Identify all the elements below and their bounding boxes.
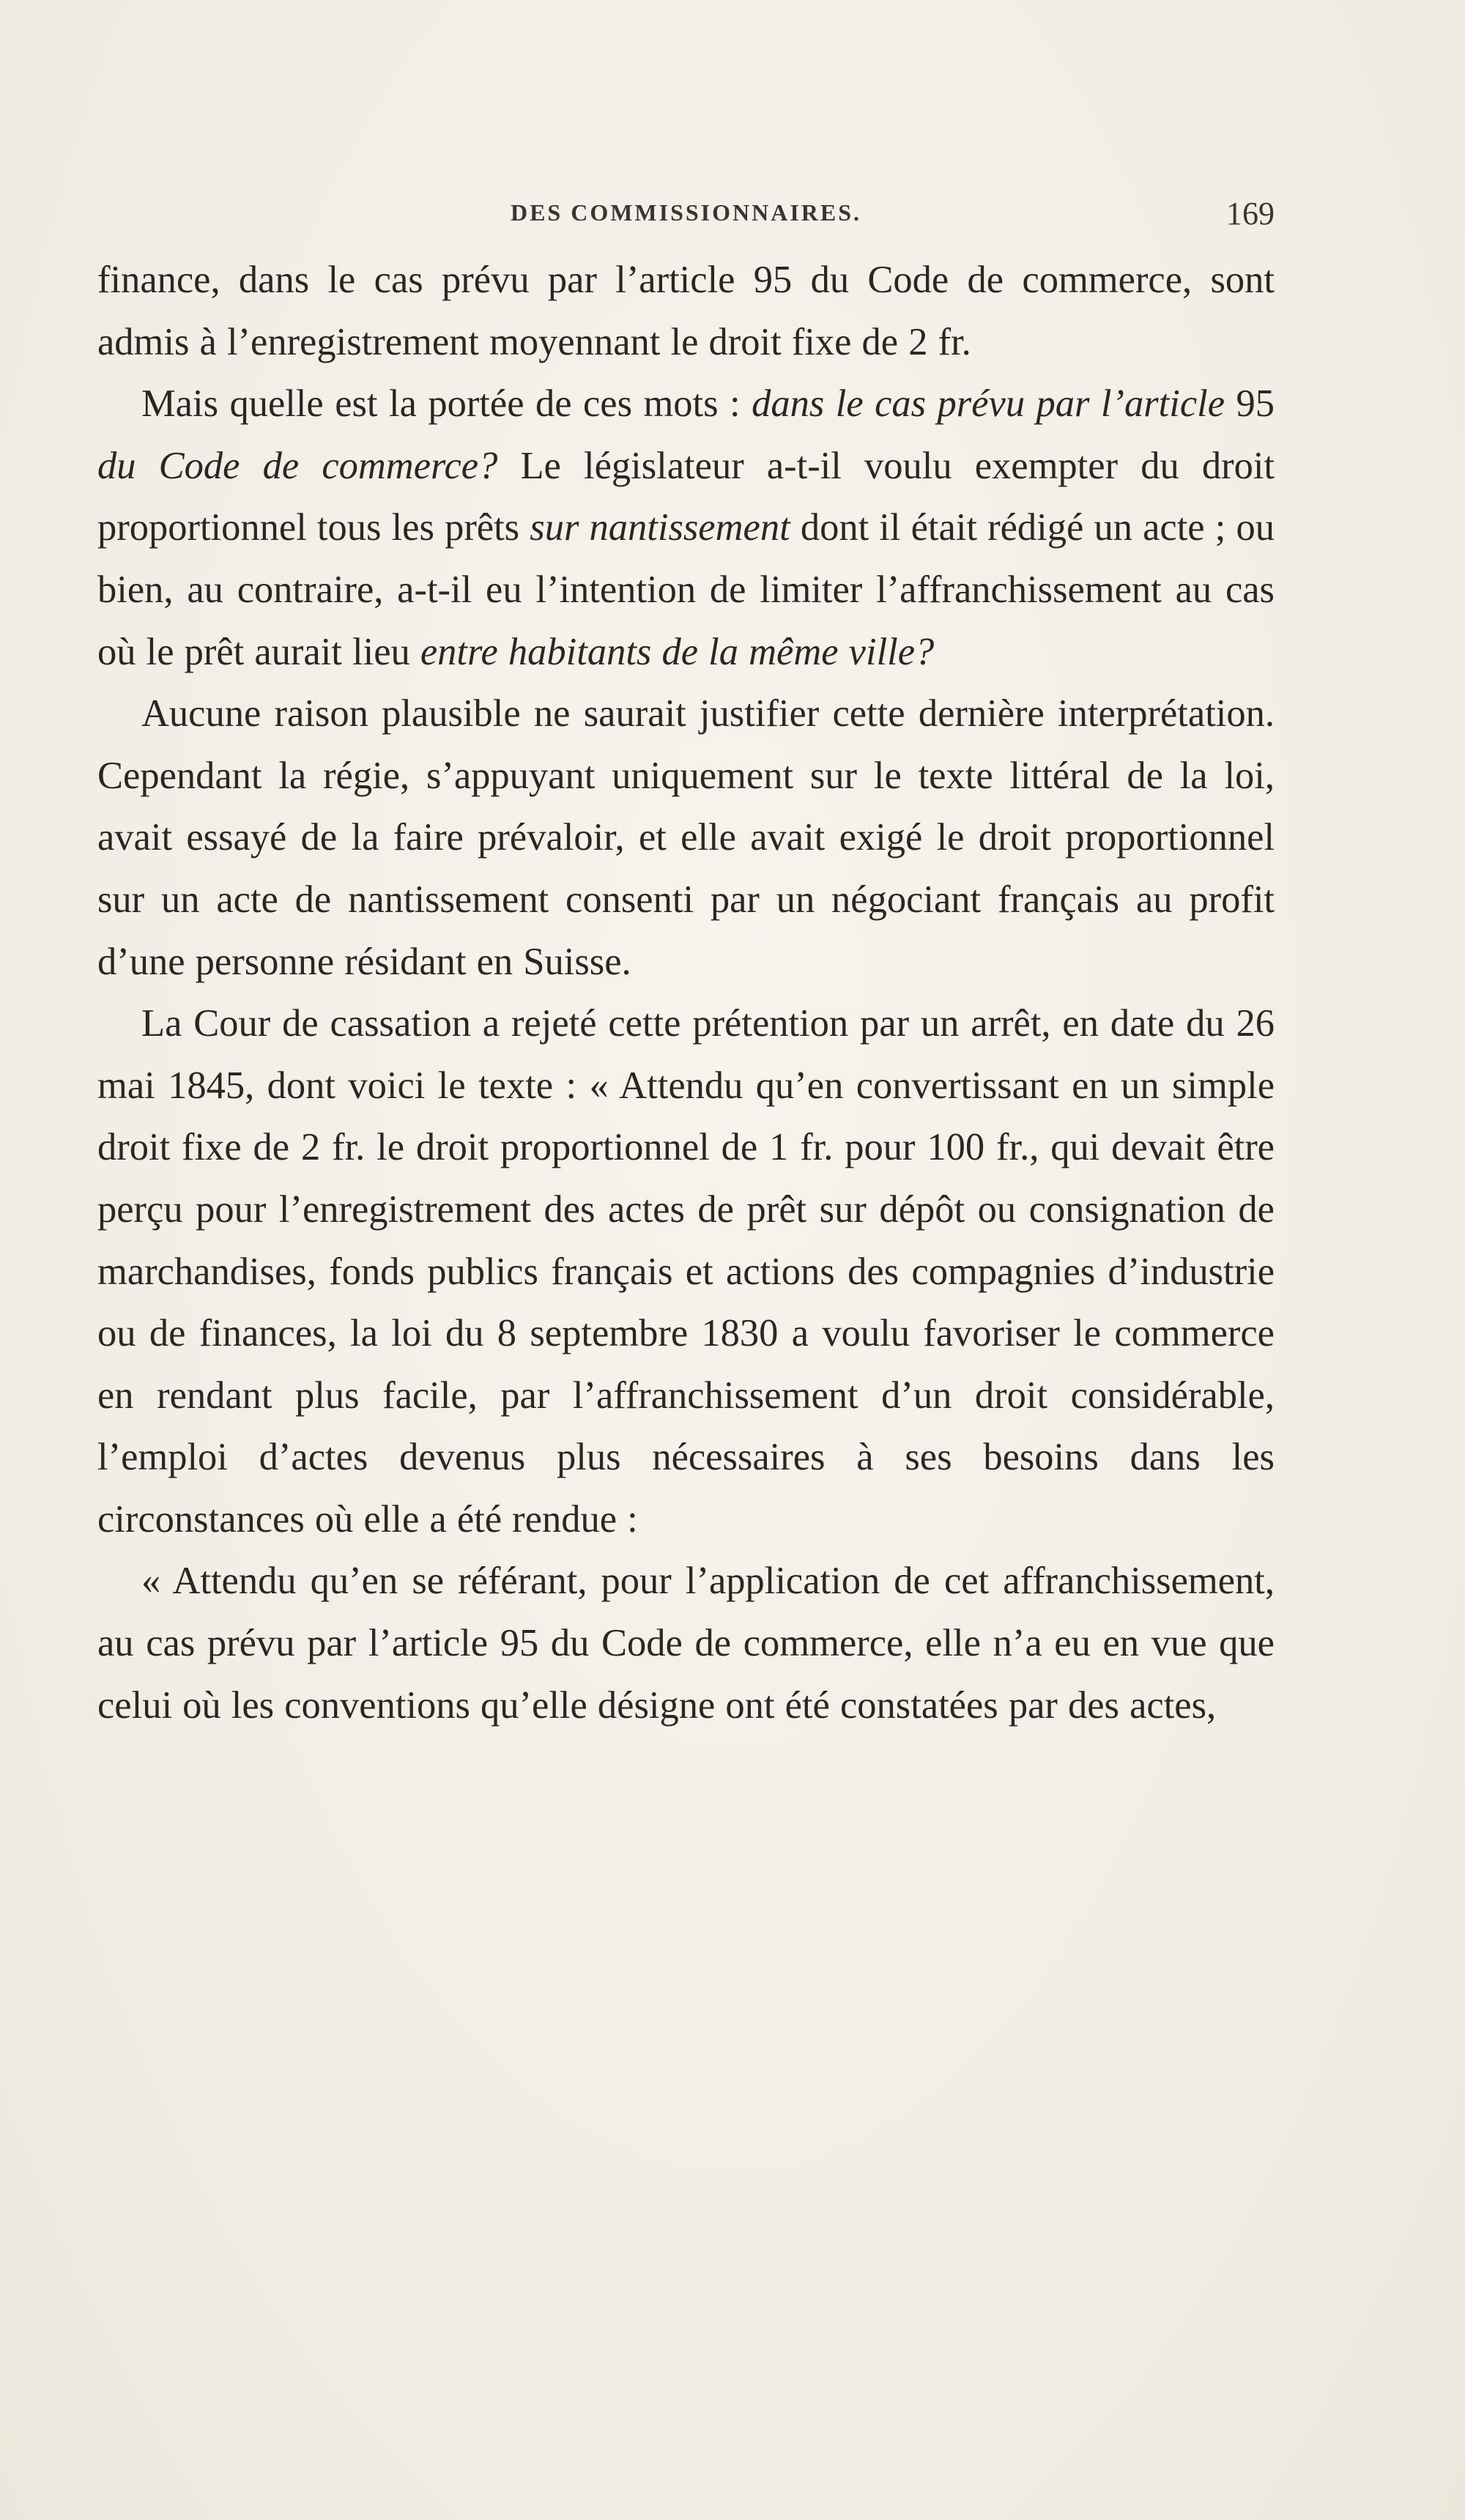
paragraph-2-italic-2: du Code de commerce? <box>97 444 498 487</box>
paragraph-2-italic-1: dans le cas prévu par l’article <box>752 382 1225 426</box>
paragraph-2-italic-3: sur nantissement <box>530 506 790 549</box>
paragraph-2-text-1: Mais quelle est la portée de ces mots : <box>141 382 752 426</box>
page-number: 169 <box>1226 196 1275 231</box>
running-head <box>97 192 1275 236</box>
paragraph-5: « Attendu qu’en se référant, pour l’application de cet affranchissement, au cas prévu par l’article 95 du Code de commerce, elle n’a eu en vue que celui où les conventions qu’elle désigne ont été constatées par des actes, <box>97 1560 1275 1727</box>
paragraph-2 <box>97 373 1275 683</box>
paragraph-2-text-4: dont il était rédigé un acte ; ou bien, au contraire, a-t-il eu l’intention de limiter l’affranchissement au cas où le prêt aurait lieu <box>97 506 1275 673</box>
paragraph-2-text-3: Le législateur a-t-il voulu exempter du droit proportionnel tous les prêts <box>97 444 1275 549</box>
paragraph-3: Aucune raison plausible ne saurait justifier cette dernière interprétation. Cependant la régie, s’appuyant uniquement sur le texte littéral de la loi, avait essayé de la faire prévaloir, et elle avait exigé le droit proportionnel sur un acte de nantissement consenti par un négociant français au profit d’une personne résidant en Suisse. <box>97 692 1275 983</box>
paragraph-4: La Cour de cassation a rejeté cette prétention par un arrêt, en date du 26 mai 1845, dont voici le texte : « Attendu qu’en convertissant en un simple droit fixe de 2 fr. le droit proportionnel de 1 fr. pour 100 fr., qui devait être perçu pour l’enregistrement des actes de prêt sur dépôt ou consignation de marchandises, fonds publics français et actions des compagnies d’industrie ou de finances, la loi du 8 septembre 1830 a voulu favoriser le commerce en rendant plus facile, par l’affranchissement d’un droit considérable, l’emploi d’actes devenus plus nécessaires à ses besoins dans les circonstances où elle a été rendue : <box>97 1002 1275 1541</box>
body-text <box>97 249 1275 1736</box>
paragraph-2-italic-4: entre habitants de la même ville? <box>420 630 935 673</box>
paragraph-2-text-2: 95 <box>1225 382 1275 426</box>
paragraph-1: finance, dans le cas prévu par l’article 95 du Code de commerce, sont admis à l’enregistrement moyennant le droit fixe de 2 fr. <box>97 259 1275 363</box>
running-title: DES COMMISSIONNAIRES. <box>510 199 862 226</box>
